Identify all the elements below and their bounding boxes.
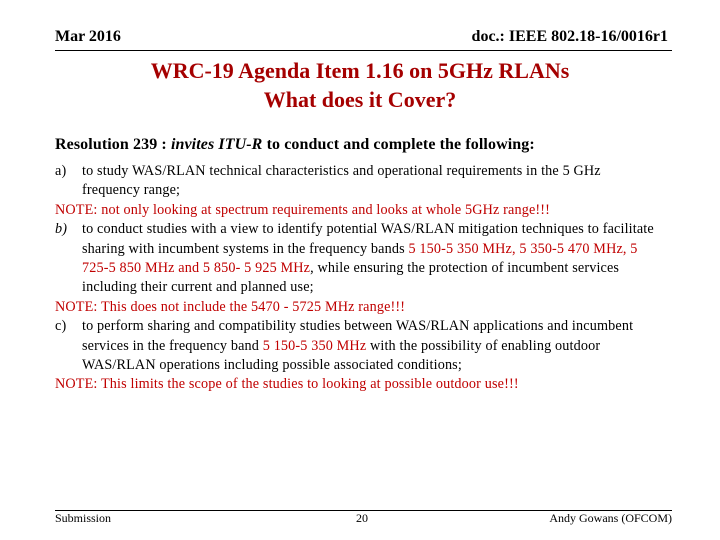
list-item-b	[55, 220, 655, 298]
resolution-suffix: to conduct and complete the following:	[262, 136, 535, 153]
note-1: NOTE: not only looking at spectrum requirements and looks at whole 5GHz range!!!	[55, 201, 551, 218]
footer-page-number: 20	[356, 511, 368, 525]
item-b-text-after: , while ensuring the protection of incumbent services including their current and planned use;	[82, 260, 620, 296]
item-b-marker: b)	[55, 221, 68, 238]
item-c-marker: c)	[55, 318, 67, 335]
item-c-text-before: to perform sharing and compatibility studies between WAS/RLAN applications and incumbent services in the frequency band	[82, 318, 634, 354]
item-a-text: to study WAS/RLAN technical characteristics and operational requirements in the 5 GHz frequency range;	[82, 163, 601, 199]
title-line-2: What does it Cover?	[263, 87, 457, 112]
header-doc-number: doc.: IEEE 802.18-16/0016r1	[471, 28, 668, 45]
list-item-a	[55, 162, 655, 201]
resolution-italic: invites ITU‑R	[170, 136, 263, 153]
note-3: NOTE: This limits the scope of the studies to looking at possible outdoor use!!!	[55, 376, 519, 393]
item-b-text-before: to conduct studies with a view to identify potential WAS/RLAN mitigation techniques to facilitate sharing with incumbent systems in the frequency bands	[82, 221, 654, 257]
item-c-band: 5 150-5 350 MHz	[262, 337, 367, 354]
header-divider	[55, 50, 672, 51]
title-line-1: WRC-19 Agenda Item 1.16 on 5GHz RLANs	[150, 58, 570, 83]
footer-submission: Submission	[55, 511, 112, 525]
list-item-c	[55, 317, 655, 375]
note-2: NOTE: This does not include the 5470 - 5725 MHz range!!!	[55, 298, 406, 315]
resolution-heading	[55, 136, 535, 154]
resolution-content	[55, 162, 655, 395]
footer-author: Andy Gowans (OFCOM)	[549, 511, 672, 525]
item-c-text-after: with the possibility of enabling outdoor WAS/RLAN operations including possible associated conditions;	[82, 337, 601, 374]
slide-title	[0, 56, 720, 114]
item-a-marker: a)	[55, 163, 67, 179]
resolution-prefix: Resolution 239 :	[55, 136, 171, 153]
header-date: Mar 2016	[55, 28, 121, 45]
item-b-bands: 5 150-5 350 MHz, 5 350-5 470 MHz, 5 725-5 850 MHz and 5 850- 5 925 MHz	[82, 240, 638, 277]
